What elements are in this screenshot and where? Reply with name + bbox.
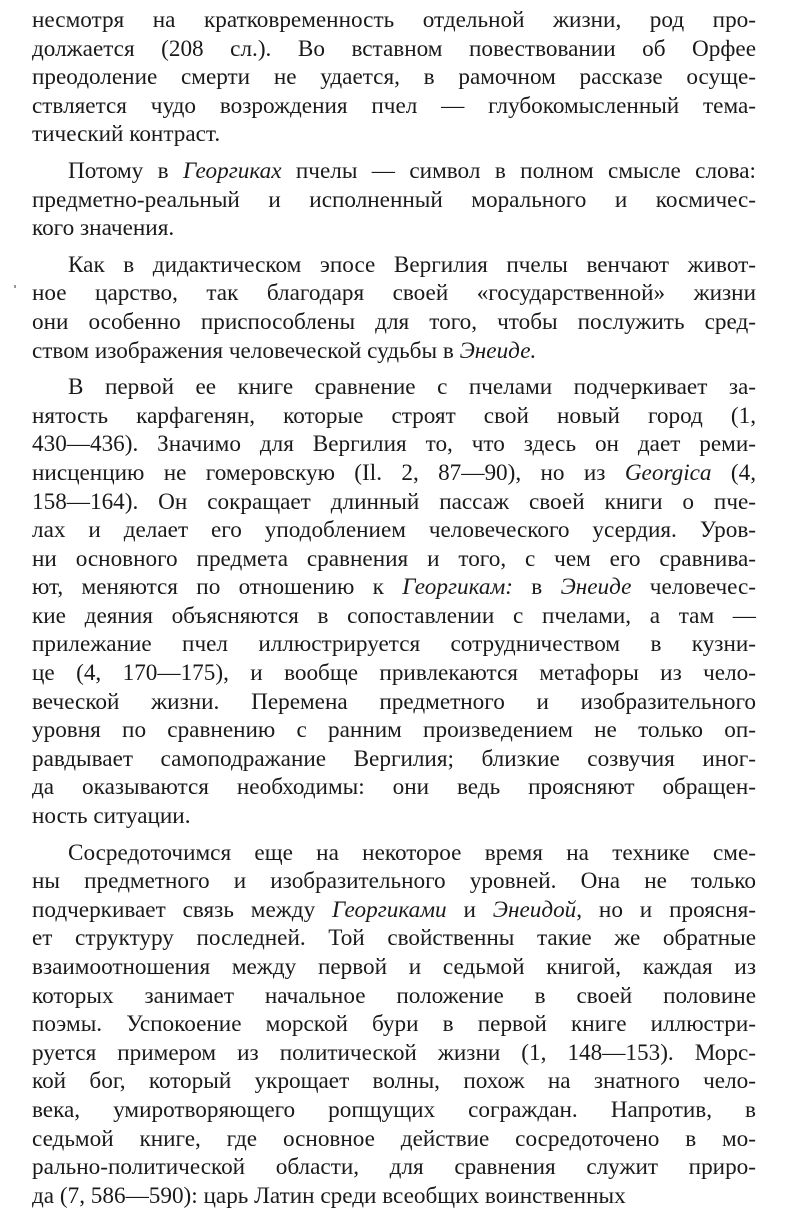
text-line: ны предметного и изобразительного уровней. Она не только xyxy=(32,868,756,895)
paragraph xyxy=(32,251,756,365)
text-line: веческой жизни. Перемена предметного и изобразительного xyxy=(32,688,756,715)
body-text xyxy=(32,6,756,1210)
text-line: они особенно приспособлены для того, чтобы послужить сред- xyxy=(32,308,756,335)
text-line: Как в дидактическом эпосе Вергилия пчелы венчают живот- xyxy=(68,251,756,278)
text-line: В первой ее книге сравнение с пчелами подчеркивает за- xyxy=(68,374,756,401)
text-line: поэмы. Успокоение морской бури в первой книге иллюстри- xyxy=(32,1011,756,1038)
text-line: уровня по сравнению с ранним произведением не только оп- xyxy=(32,717,756,744)
text-line: равдывает самоподражание Вергилия; близкие созвучия иног- xyxy=(32,745,756,772)
text-line: да (7, 586—590): царь Латин среди всеобщих воинственных xyxy=(32,1182,626,1209)
text-line: века, умиротворяющего ропщущих сограждан. Напротив, в xyxy=(32,1096,756,1123)
text-line: 158—164). Он сокращает длинный пассаж своей книги о пче- xyxy=(32,488,756,515)
margin-speck xyxy=(14,285,16,288)
text-line: седьмой книге, где основное действие сосредоточено в мо- xyxy=(32,1125,756,1152)
paragraph-gap xyxy=(32,243,756,251)
text-line: це (4, 170—175), и вообще привлекаются метафоры из чело- xyxy=(32,660,756,687)
text-line: да оказываются необходимы: они ведь проясняют обращен- xyxy=(32,774,756,801)
paragraph-gap xyxy=(32,365,756,373)
text-line: преодоление смерти не удается, в рамочном рассказе осуще- xyxy=(32,64,756,91)
paragraph-gap xyxy=(32,831,756,839)
text-line: ют, меняются по отношению к Георгикам: в Энеиде человечес- xyxy=(32,574,756,601)
text-line: кой бог, который укрощает волны, похож на знатного чело- xyxy=(32,1068,756,1095)
text-line: которых занимает начальное положение в своей половине xyxy=(32,982,756,1009)
text-line: прилежание пчел иллюстрируется сотрудничеством в кузни- xyxy=(32,631,756,658)
text-line: лах и делает его уподоблением человеческого усердия. Уров- xyxy=(32,517,756,544)
text-line: Сосредоточимся еще на некоторое время на технике сме- xyxy=(68,839,756,866)
text-line: ность ситуации. xyxy=(32,803,191,830)
paragraph xyxy=(32,839,756,1210)
text-line: кого значения. xyxy=(32,215,175,242)
text-line: ствляется чудо возрождения пчел — глубокомысленный тема- xyxy=(32,92,756,119)
text-line: подчеркивает связь между Георгиками и Энеидой, но и проясня- xyxy=(32,896,756,923)
text-line: 430—436). Значимо для Вергилия то, что здесь он дает реми- xyxy=(32,431,756,458)
paragraph xyxy=(32,373,756,831)
text-line: ни основного предмета сравнения и того, с чем его сравнива- xyxy=(32,545,756,572)
text-line: несмотря на кратковременность отдельной жизни, род про- xyxy=(32,7,756,33)
text-line: тический контраст. xyxy=(32,121,221,148)
text-line: кие деяния объясняются в сопоставлении с пчелами, а там — xyxy=(32,602,756,629)
text-line: ет структуру последней. Той свойственны такие же обратные xyxy=(32,925,756,952)
text-line: нисценцию не гомеровскую (Il. 2, 87—90), но из Georgica (4, xyxy=(32,459,756,486)
paragraph xyxy=(32,6,756,149)
text-line: ное царство, так благодаря своей «государственной» жизни xyxy=(32,280,756,307)
text-line: взаимоотношения между первой и седьмой книгой, каждая из xyxy=(32,954,756,980)
paragraph-gap xyxy=(32,149,756,157)
text-line: Потому в Георгиках пчелы — символ в полном смысле слова: xyxy=(68,157,756,184)
text-line: должается (208 сл.). Во вставном повествовании об Орфее xyxy=(32,35,756,62)
text-line: предметно-реальный и исполненный морального и космичес- xyxy=(32,186,756,213)
text-line: ством изображения человеческой судьбы в Энеиде. xyxy=(32,337,537,364)
text-line: руется примером из политической жизни (1, 148—153). Морс- xyxy=(32,1039,756,1066)
paragraph xyxy=(32,157,756,243)
text-line: рально-политической области, для сравнения служит приро- xyxy=(32,1154,756,1181)
text-line: нятость карфагенян, которые строят свой новый город (1, xyxy=(32,402,756,429)
